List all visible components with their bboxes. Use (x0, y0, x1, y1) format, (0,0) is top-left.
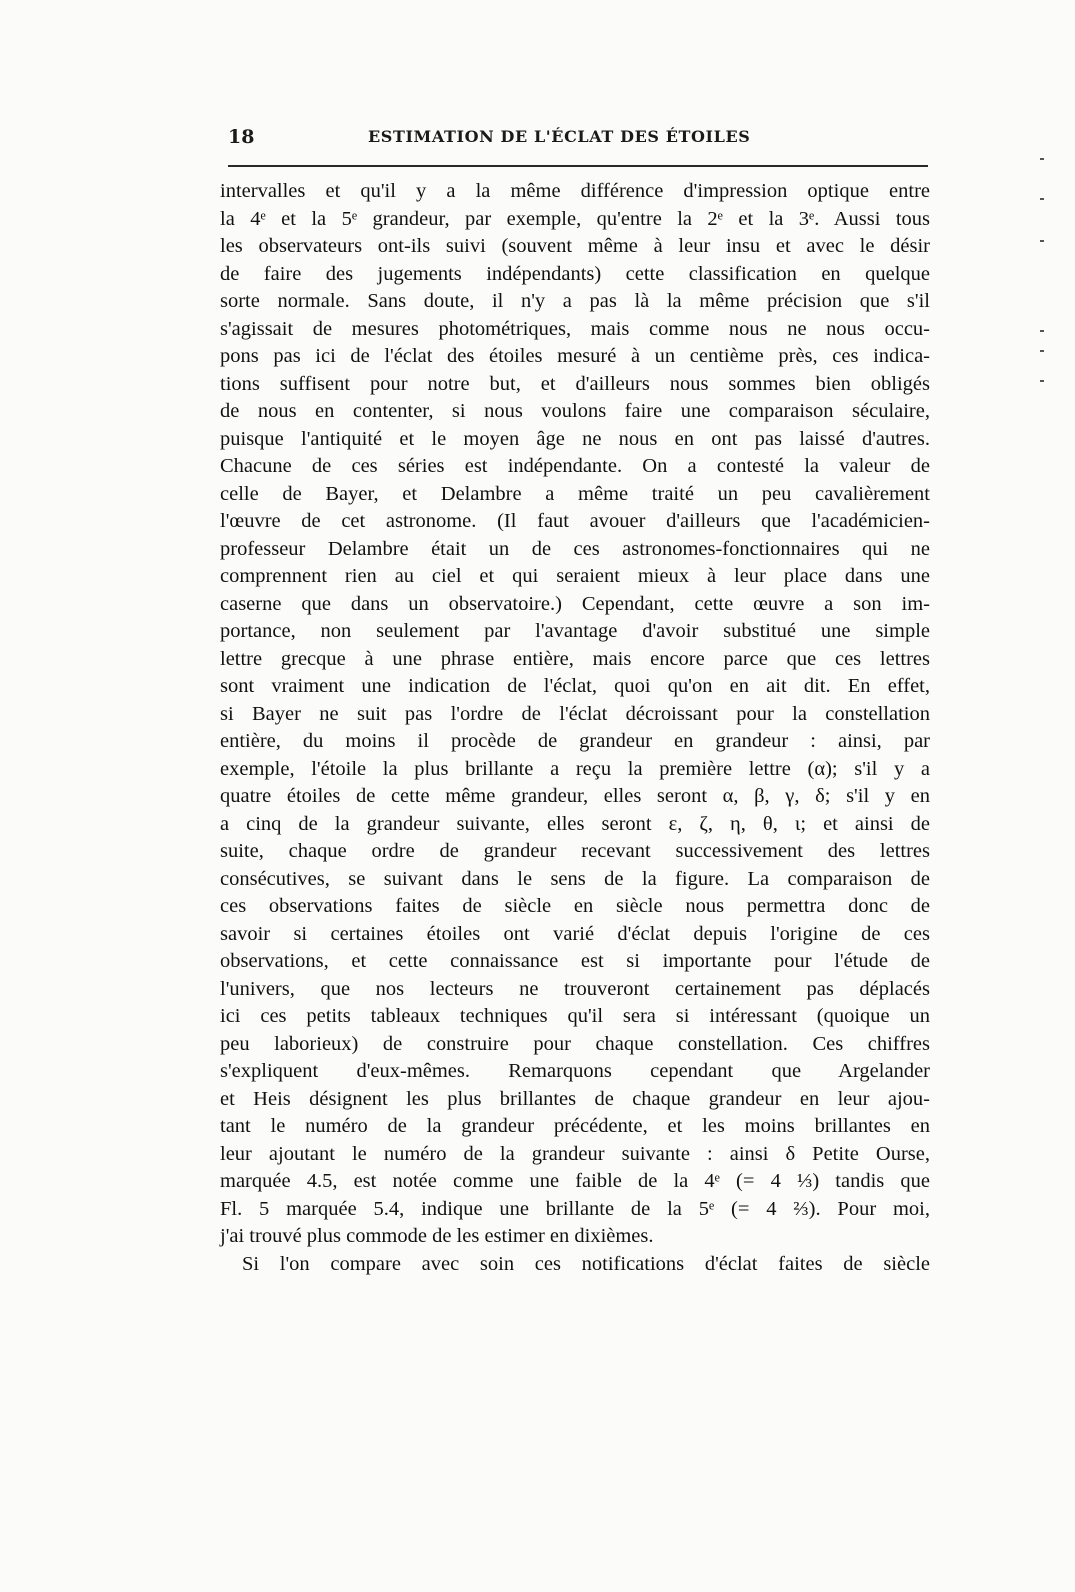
text-line: a cinq de la grandeur suivante, elles seront ε, ζ, η, θ, ι; et ainsi de (220, 812, 930, 835)
text-line: et Heis désignent les plus brillantes de chaque grandeur en leur ajou- (220, 1087, 930, 1110)
text-line: consécutives, se suivant dans le sens de la figure. La comparaison de (220, 867, 930, 890)
text-line: l'œuvre de cet astronome. (Il faut avouer d'ailleurs que l'académicien- (220, 510, 930, 532)
text-line: l'univers, que nos lecteurs ne trouveront certainement pas déplacés (220, 977, 930, 1000)
text-line: intervalles et qu'il y a la même différence d'impression optique entre (220, 180, 930, 202)
text-line: pons pas ici de l'éclat des étoiles mesuré à un centième près, ces indica- (220, 345, 930, 367)
text-line: entière, du moins il procède de grandeur en grandeur : ainsi, par (220, 730, 930, 752)
text-line: lettre grecque à une phrase entière, mais encore parce que ces lettres (220, 647, 930, 670)
text-line: la 4ᵉ et la 5ᵉ grandeur, par exemple, qu'entre la 2ᵉ et la 3ᵉ. Aussi tous (220, 207, 930, 230)
text-line: Fl. 5 marquée 5.4, indique une brillante de la 5ᵉ (= 4 ⅔). Pour moi, (220, 1197, 930, 1220)
text-line: s'agissait de mesures photométriques, mais comme nous ne nous occu- (220, 317, 930, 340)
text-line: si Bayer ne suit pas l'ordre de l'éclat décroissant pour la constellation (220, 702, 930, 725)
text-line: ici ces petits tableaux techniques qu'il sera si intéressant (quoique un (220, 1005, 930, 1027)
text-line: tant le numéro de la grandeur précédente, et les moins brillantes en (220, 1115, 930, 1137)
text-line: professeur Delambre était un de ces astronomes-fonctionnaires qui ne (220, 537, 930, 560)
page-header (228, 126, 928, 150)
text-line: observations, et cette connaissance est si importante pour l'étude de (220, 950, 930, 972)
text-line: portance, non seulement par l'avantage d'avoir substitué une simple (220, 620, 930, 642)
page-number: 18 (228, 126, 255, 148)
text-line: suite, chaque ordre de grandeur recevant successivement des lettres (220, 840, 930, 862)
text-line: marquée 4.5, est notée comme une faible de la 4ᵉ (= 4 ⅓) tandis que (220, 1170, 930, 1192)
text-line: sorte normale. Sans doute, il n'y a pas là la même précision que s'il (220, 290, 930, 312)
text-line: leur ajoutant le numéro de la grandeur suivante : ainsi δ Petite Ourse, (220, 1142, 930, 1165)
text-line: peu laborieux) de construire pour chaque constellation. Ces chiffres (220, 1032, 930, 1055)
text-line: puisque l'antiquité et le moyen âge ne nous en ont pas laissé d'autres. (220, 427, 930, 450)
body-text (220, 178, 930, 1278)
text-line: s'expliquent d'eux-mêmes. Remarquons cependant que Argelander (220, 1060, 930, 1082)
running-title: ESTIMATION DE L'ÉCLAT DES ÉTOILES (368, 127, 751, 146)
text-line: tions suffisent pour notre but, et d'ailleurs nous sommes bien obligés (220, 372, 930, 395)
text-line: de faire des jugements indépendants) cette classification en quelque (220, 262, 930, 285)
text-line: caserne que dans un observatoire.) Cependant, cette œuvre a son im- (220, 592, 930, 615)
margin-marks (1040, 150, 1052, 400)
text-line: comprennent rien au ciel et qui seraient mieux à leur place dans une (220, 565, 930, 587)
text-line: Si l'on compare avec soin ces notifications d'éclat faites de siècle (242, 1252, 930, 1275)
text-line: celle de Bayer, et Delambre a même traité un peu cavalièrement (220, 482, 930, 505)
header-rule (228, 165, 928, 167)
text-line: savoir si certaines étoiles ont varié d'éclat depuis l'origine de ces (220, 922, 930, 945)
text-line: de nous en contenter, si nous voulons faire une comparaison séculaire, (220, 400, 930, 422)
text-line: j'ai trouvé plus commode de les estimer en dixièmes. (220, 1225, 654, 1247)
text-line: exemple, l'étoile la plus brillante a reçu la première lettre (α); s'il y a (220, 757, 930, 780)
text-line: ces observations faites de siècle en siècle nous permettra donc de (220, 895, 930, 917)
text-line: Chacune de ces séries est indépendante. On a contesté la valeur de (220, 455, 930, 477)
text-line: sont vraiment une indication de l'éclat, quoi qu'on en ait dit. En effet, (220, 675, 930, 697)
text-line: les observateurs ont-ils suivi (souvent même à leur insu et avec le désir (220, 235, 930, 257)
text-line: quatre étoiles de cette même grandeur, elles seront α, β, γ, δ; s'il y en (220, 785, 930, 807)
